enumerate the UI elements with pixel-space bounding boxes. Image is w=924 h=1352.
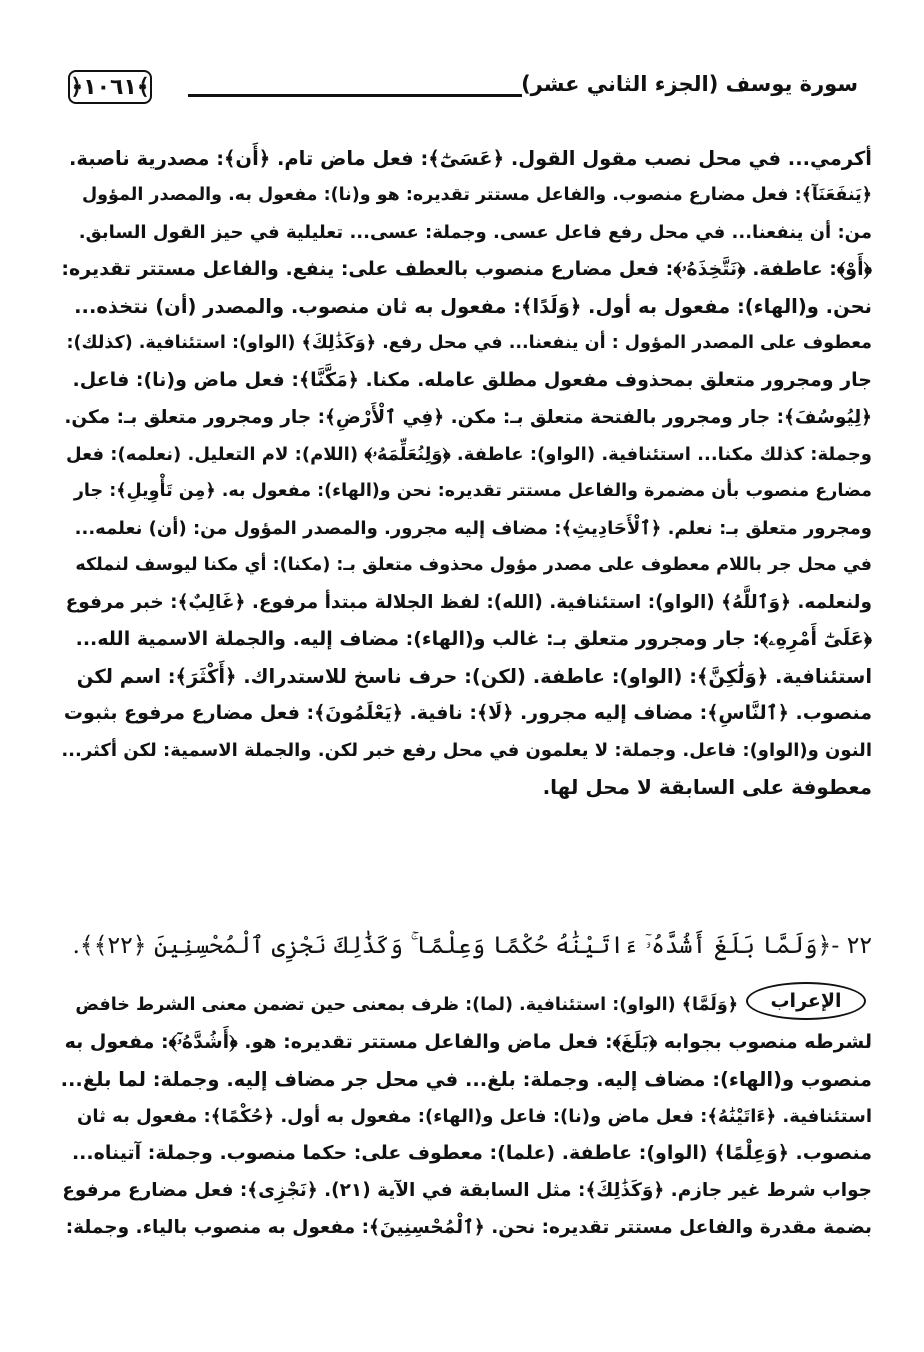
text-line: النون و(الواو): فاعل. وجملة: لا يعلمون في محل رفع خبر لكن. والجملة الاسمية: لكن أكثر... [61, 740, 872, 761]
text-line: جار ومجرور متعلق بمحذوف مفعول مطلق عامله. مكنا. ﴿مَكَّنَّا﴾: فعل ماض و(نا): فاعل. [72, 369, 872, 391]
text-line: بضمة مقدرة والفاعل مستتر تقديره: نحن. ﴿ٱلْمُحْسِنِينَ﴾: مفعول به منصوب بالياء. وجملة: [65, 1217, 872, 1238]
text-line: جواب شرط غير جازم. ﴿وَكَذَٰلِكَ﴾: مثل السابقة في الآية (٢١). ﴿نَجْزِى﴾: فعل مضارع مرفوع [62, 1180, 872, 1201]
quran-verse: ٢٢ -﴿وَلَمَّا بَلَغَ أَشُدَّهُۥٓ ءَاتَيْنَٰهُ حُكْمًا وَعِلْمًا ۚ وَكَذَٰلِكَ نَجْزِى ٱلْمُحْسِنِينَ ﴿٢٢﴾﴾. [72, 931, 872, 959]
text-line: معطوف على المصدر المؤول : أن ينفعنا... في محل رفع. ﴿وَكَذَٰلِكَ﴾ (الواو): استئنافية. (كذلك): [66, 333, 872, 353]
text-line: ولنعلمه. ﴿وَٱللَّهُ﴾ (الواو): استئنافية. (الله): لفظ الجلالة مبتدأ مرفوع. ﴿غَالِبٌ﴾: خبر مرفوع [65, 592, 872, 613]
chapter-title: سورة يوسف (الجزء الثاني عشر) [521, 72, 858, 96]
text-line: استئنافية. ﴿وَلَٰكِنَّ﴾: (الواو): عاطفة. (لكن): حرف ناسخ للاستدراك. ﴿أَكْثَرَ﴾: اسم لكن [76, 665, 872, 688]
page-header [0, 60, 924, 110]
text-line: منصوب. ﴿ٱلنَّاسِ﴾: مضاف إليه مجرور. ﴿لَا﴾: نافية. ﴿يَعْلَمُونَ﴾: فعل مضارع مرفوع بثبوت [63, 702, 872, 724]
text-line: ومجرور متعلق بـ: نعلم. ﴿ٱلْأَحَادِيثِ﴾: مضاف إليه مجرور. والمصدر المؤول من: (أن) نعلمه... [74, 518, 872, 539]
text-line: في محل جر باللام معطوف على مصدر مؤول محذوف متعلق بـ: (مكنا): أي مكنا ليوسف لنملكه [75, 555, 872, 575]
text-line: وجملة: كذلك مكنا... استئنافية. (الواو): عاطفة. ﴿وَلِنُعَلِّمَهُۥ﴾ (اللام): لام التعليل. (نعلمه): فعل [66, 444, 872, 465]
irab-text [60, 987, 872, 1246]
text-line: لشرطه منصوب بجوابه ﴿بَلَغَ﴾: فعل ماض والفاعل مستتر تقديره: هو. ﴿أَشُدَّهُۥٓ﴾: مفعول به [64, 1031, 872, 1053]
page-number: ﴿١٠٦١﴾ [68, 70, 152, 104]
text-line: منصوب و(الهاء): مضاف إليه. وجملة: بلغ... في محل جر مضاف إليه. وجملة: لما بلغ... [60, 1068, 872, 1091]
text-line: مضارع منصوب بأن مضمرة والفاعل مستتر تقديره: نحن و(الهاء): مفعول به. ﴿مِن تَأْوِيلِ﴾: جار [73, 481, 872, 501]
commentary-text [60, 140, 872, 806]
text-line: ﴿وَلَمَّا﴾ (الواو): استئنافية. (لما): ظرف بمعنى حين تضمن معنى الشرط خافض [75, 995, 738, 1015]
text-line: نحن. و(الهاء): مفعول به أول. ﴿وَلَدًا﴾: مفعول به ثان منصوب. والمصدر (أن) نتخذه... [74, 295, 872, 318]
text-line: ﴿عَلَىٰٓ أَمْرِهِۦ﴾: جار ومجرور متعلق بـ: غالب و(الهاء): مضاف إليه. والجملة الاسمية الله... [75, 628, 872, 650]
irab-heading: الإعراب [746, 982, 866, 1020]
text-line: معطوفة على السابقة لا محل لها. [542, 775, 872, 799]
text-line: أكرمي... في محل نصب مقول القول. ﴿عَسَىٰٓ﴾: فعل ماض تام. ﴿أَن﴾: مصدرية ناصبة. [69, 147, 872, 170]
text-line: ﴿أَوْ﴾: عاطفة. ﴿نَتَّخِذَهُۥ﴾: فعل مضارع منصوب بالعطف على: ينفع. والفاعل مستتر تقديره: [61, 258, 872, 280]
text-line: من: أن ينفعنا... في محل رفع فاعل عسى. وجملة: عسى... تعليلية في حيز القول السابق. [78, 222, 872, 243]
text-line: ﴿يَنفَعَنَآ﴾: فعل مضارع منصوب. والفاعل مستتر تقديره: هو و(نا): مفعول به. والمصدر المؤول [81, 185, 872, 205]
text-line: استئنافية. ﴿ءَاتَيْنَٰهُ﴾: فعل ماض و(نا): فاعل و(الهاء): مفعول به أول. ﴿حُكْمًا﴾: مفعول به ثان [77, 1106, 872, 1127]
text-line: منصوب. ﴿وَعِلْمًا﴾ (الواو): عاطفة. (علما): معطوف على: حكما منصوب. وجملة: آتيناه... [71, 1142, 872, 1164]
text-line: ﴿لِيُوسُفَ﴾: جار ومجرور بالفتحة متعلق بـ: مكن. ﴿فِي ٱلْأَرْضِ﴾: جار ومجرور متعلق بـ: مكن. [64, 407, 872, 428]
header-rule [188, 94, 522, 97]
